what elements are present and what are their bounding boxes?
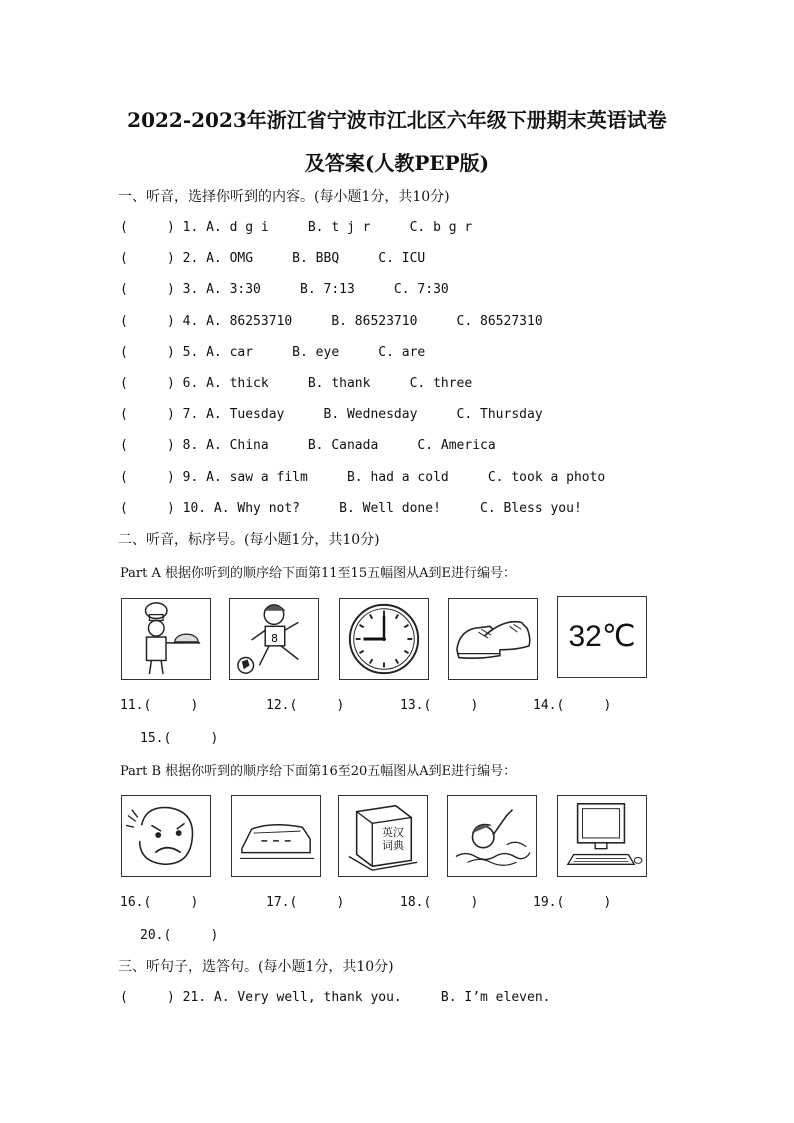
high-speed-train-icon	[232, 796, 320, 876]
temperature-text: 32℃	[568, 620, 636, 653]
section2-heading: 二、听音，标序号。(每小题1分，共10分)	[118, 532, 380, 548]
dictionary-title: 英汉词典	[382, 826, 404, 852]
question-6: ( ) 6. A. thick B. thank C. three	[120, 376, 473, 391]
page-title-line1: 2022-2023年浙江省宁波市江北区六年级下册期末英语试卷	[127, 108, 667, 132]
question-5: ( ) 5. A. car B. eye C. are	[120, 345, 426, 360]
train-picture	[231, 795, 321, 877]
shoes-picture	[448, 598, 538, 680]
question-7: ( ) 7. A. Tuesday B. Wednesday C. Thursday	[120, 407, 543, 422]
swimmer-icon	[448, 796, 536, 876]
computer-icon	[558, 796, 646, 876]
section3-heading: 三、听句子，选答句。(每小题1分，共10分)	[118, 959, 394, 975]
answer-14[interactable]: 14.( )	[533, 698, 612, 713]
shoes-icon	[449, 599, 537, 679]
question-1: ( ) 1. A. d g i B. t j r C. b g r	[120, 220, 473, 235]
chef-picture	[121, 598, 211, 680]
svg-text:8: 8	[271, 631, 278, 645]
question-4: ( ) 4. A. 86253710 B. 86523710 C. 86527310	[120, 314, 543, 329]
answer-19[interactable]: 19.( )	[533, 895, 612, 910]
answer-11[interactable]: 11.( )	[120, 698, 199, 713]
football-player-icon	[230, 599, 318, 679]
part-b-instruction: Part B 根据你听到的顺序给下面第16至20五幅图从A到E进行编号：	[120, 764, 517, 779]
question-10: ( ) 10. A. Why not? B. Well done! C. Bless you!	[120, 501, 582, 516]
answer-18[interactable]: 18.( )	[400, 895, 479, 910]
swimming-picture	[447, 795, 537, 877]
football-boy-picture	[229, 598, 319, 680]
answer-13[interactable]: 13.( )	[400, 698, 479, 713]
question-9: ( ) 9. A. saw a film B. had a cold C. took a photo	[120, 470, 606, 485]
answer-20[interactable]: 20.( )	[140, 928, 219, 943]
answer-17[interactable]: 17.( )	[266, 895, 345, 910]
answer-15[interactable]: 15.( )	[140, 731, 219, 746]
temperature-picture	[557, 596, 647, 678]
section1-heading: 一、听音，选择你听到的内容。(每小题1分，共10分)	[118, 189, 450, 205]
angry-face-picture	[121, 795, 211, 877]
clock-picture	[339, 598, 429, 680]
answer-12[interactable]: 12.( )	[266, 698, 345, 713]
dictionary-picture	[338, 795, 428, 877]
clock-icon	[340, 599, 428, 679]
part-a-instruction: Part A 根据你听到的顺序给下面第11至15五幅图从A到E进行编号：	[120, 566, 516, 581]
computer-picture	[557, 795, 647, 877]
question-2: ( ) 2. A. OMG B. BBQ C. ICU	[120, 251, 426, 266]
question-3: ( ) 3. A. 3:30 B. 7:13 C. 7:30	[120, 282, 449, 297]
page-title-line2: 及答案(人教PEP版)	[304, 151, 490, 175]
question-21: ( ) 21. A. Very well, thank you. B. I’m eleven.	[120, 990, 551, 1005]
angry-face-icon	[122, 796, 210, 876]
question-8: ( ) 8. A. China B. Canada C. America	[120, 438, 496, 453]
chef-icon	[122, 599, 210, 679]
answer-16[interactable]: 16.( )	[120, 895, 199, 910]
